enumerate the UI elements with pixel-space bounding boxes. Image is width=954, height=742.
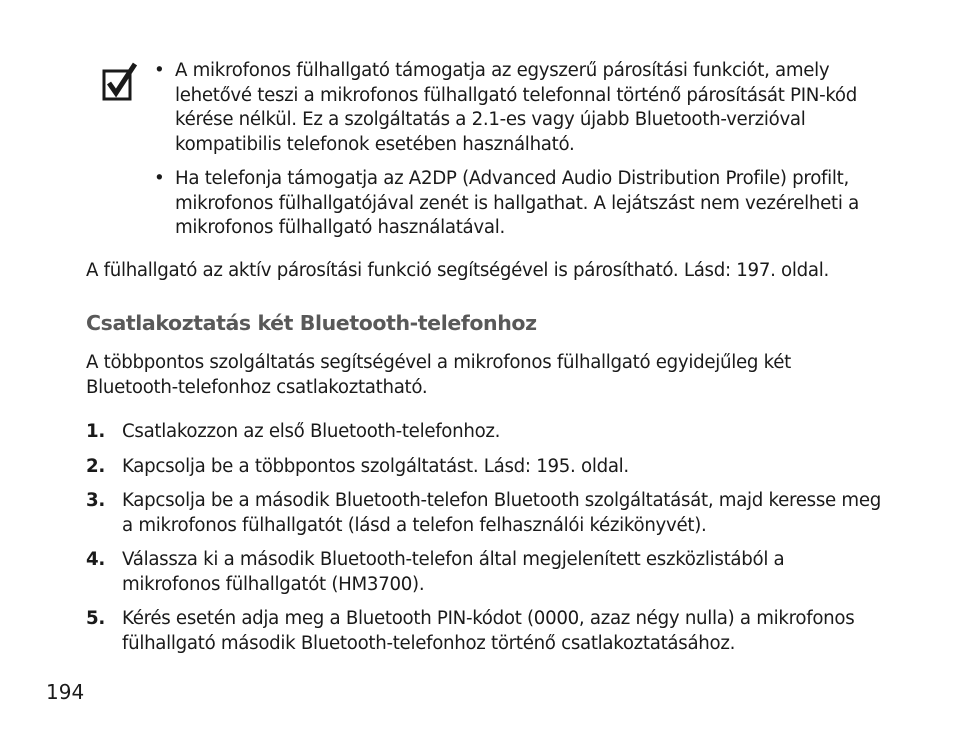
step-number: 2. — [86, 455, 105, 477]
step-item — [86, 455, 886, 480]
step-item — [86, 548, 886, 597]
note-item — [150, 167, 870, 241]
pairing-paragraph: A fülhallgató az aktív párosítási funkció segítségével is párosítható. Lásd: 197. oldal. — [86, 260, 829, 281]
note-item — [150, 59, 870, 157]
step-number: 4. — [86, 549, 105, 570]
note-list — [150, 59, 870, 251]
note-text: A mikrofonos fülhallgató támogatja az egyszerű párosítási funkciót, amely lehetővé teszi a mikrofonos fülhallgató telefonnal történő párosítását PIN-kód kérése nélkül. Ez a szolgáltatás a 2.1-es vagy újabb Bluetooth-verzióval kompatibilis telefonok esetében használható. — [175, 60, 858, 155]
step-number: 1. — [86, 421, 105, 442]
note-text: Ha telefonja támogatja az A2DP (Advanced Audio Distribution Profile) profilt, mikrofonos fülhallgatójával zenét is hallgathat. A lejátszást nem vezérelheti a mikrofonos fülhallgató használatával. — [175, 168, 859, 238]
section-heading: Csatlakoztatás két Bluetooth-telefonhoz — [86, 311, 537, 335]
page-number: 194 — [46, 680, 85, 704]
checkbox-check-icon — [102, 62, 138, 102]
step-text: Kapcsolja be a második Bluetooth-telefon Bluetooth szolgáltatását, majd keresse meg a mikrofonos fülhallgatót (lásd a telefon felhasználói kézikönyvét). — [122, 490, 881, 536]
step-text: Válassza ki a második Bluetooth-telefon által megjelenített eszközlistából a mikrofonos fülhallgatót (HM3700). — [122, 549, 785, 595]
step-list — [86, 420, 886, 666]
step-item — [86, 607, 886, 656]
section-intro: A többpontos szolgáltatás segítségével a mikrofonos fülhallgató egyidejűleg két Bluetooth-telefonhoz csatlakoztatható. — [86, 352, 791, 398]
step-text: Kérés esetén adja meg a Bluetooth PIN-kódot (0000, azaz négy nulla) a mikrofonos fülhallgató második Bluetooth-telefonhoz történő csatlakoztatásához. — [122, 608, 855, 654]
bullet: • — [154, 168, 165, 189]
bullet: • — [154, 60, 165, 81]
step-text: Csatlakozzon az első Bluetooth-telefonhoz. — [122, 421, 501, 442]
step-item — [86, 489, 886, 538]
step-number: 5. — [86, 608, 105, 629]
step-text: Kapcsolja be a többpontos szolgáltatást. Lásd: 195. oldal. — [122, 455, 629, 477]
step-number: 3. — [86, 490, 105, 511]
step-item — [86, 420, 886, 445]
